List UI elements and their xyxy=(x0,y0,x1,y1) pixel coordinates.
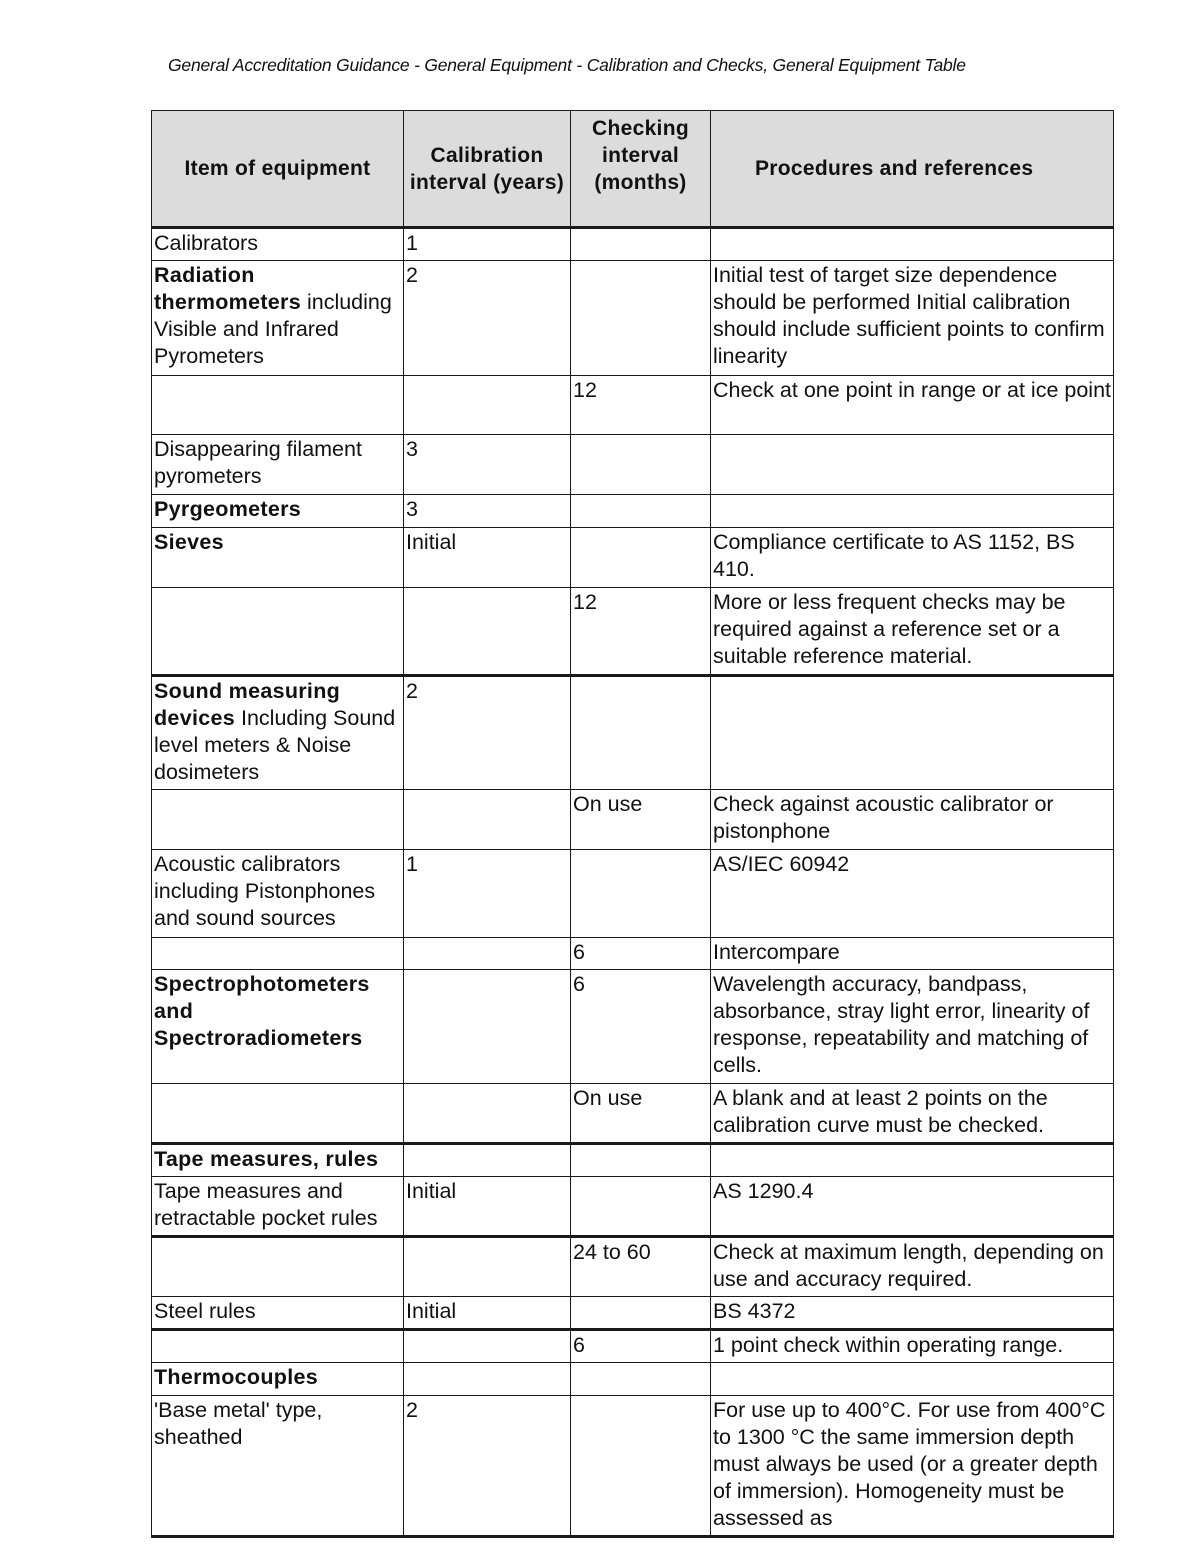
cell-checking xyxy=(571,261,711,376)
cell-checking: 24 to 60 xyxy=(571,1237,711,1297)
cell-procedures: 1 point check within operating range. xyxy=(711,1330,1114,1363)
cell-item xyxy=(152,1084,404,1144)
table-row xyxy=(152,1330,1114,1363)
cell-checking xyxy=(571,528,711,588)
cell-checking: 6 xyxy=(571,970,711,1084)
table-row xyxy=(152,528,1114,588)
cell-item: Acoustic calibrators including Pistonphones and sound sources xyxy=(152,850,404,938)
cell-item: 'Base metal' type, sheathed xyxy=(152,1396,404,1537)
cell-item: Pyrgeometers xyxy=(152,495,404,528)
cell-item: Sound measuring devices Including Sound level meters & Noise dosimeters xyxy=(152,676,404,790)
table-row xyxy=(152,495,1114,528)
cell-checking: 12 xyxy=(571,376,711,435)
table-row xyxy=(152,790,1114,850)
cell-procedures: Check at one point in range or at ice point xyxy=(711,376,1114,435)
table-row xyxy=(152,435,1114,495)
cell-checking xyxy=(571,1363,711,1396)
cell-checking xyxy=(571,676,711,790)
table-header-row xyxy=(152,111,1114,228)
cell-item xyxy=(152,588,404,676)
cell-checking xyxy=(571,435,711,495)
cell-checking: On use xyxy=(571,790,711,850)
cell-checking xyxy=(571,1144,711,1177)
table-body xyxy=(152,228,1114,1537)
cell-item: Tape measures and retractable pocket rules xyxy=(152,1177,404,1237)
table-row xyxy=(152,1396,1114,1537)
table-row xyxy=(152,1297,1114,1330)
column-header-item: Item of equipment xyxy=(152,111,404,228)
table-row xyxy=(152,676,1114,790)
cell-procedures: AS 1290.4 xyxy=(711,1177,1114,1237)
cell-checking: On use xyxy=(571,1084,711,1144)
cell-procedures: BS 4372 xyxy=(711,1297,1114,1330)
cell-item: Thermocouples xyxy=(152,1363,404,1396)
cell-checking: 12 xyxy=(571,588,711,676)
cell-procedures: Initial test of target size dependence should be performed Initial calibration should include sufficient points to confirm linearity xyxy=(711,261,1114,376)
cell-item xyxy=(152,938,404,970)
table-row xyxy=(152,970,1114,1084)
cell-checking xyxy=(571,1177,711,1237)
column-header-calibration: Calibration interval (years) xyxy=(404,111,571,228)
cell-procedures: Check at maximum length, depending on use and accuracy required. xyxy=(711,1237,1114,1297)
cell-procedures: AS/IEC 60942 xyxy=(711,850,1114,938)
cell-calibration xyxy=(404,1237,571,1297)
cell-checking: 6 xyxy=(571,1330,711,1363)
cell-procedures: Check against acoustic calibrator or pistonphone xyxy=(711,790,1114,850)
cell-calibration: Initial xyxy=(404,1177,571,1237)
table-row xyxy=(152,938,1114,970)
cell-item: Radiation thermometers including Visible and Infrared Pyrometers xyxy=(152,261,404,376)
cell-calibration xyxy=(404,588,571,676)
cell-calibration xyxy=(404,790,571,850)
cell-item xyxy=(152,1330,404,1363)
table-row xyxy=(152,1177,1114,1237)
table-row xyxy=(152,1237,1114,1297)
cell-procedures: A blank and at least 2 points on the calibration curve must be checked. xyxy=(711,1084,1114,1144)
cell-calibration: Initial xyxy=(404,528,571,588)
cell-procedures xyxy=(711,676,1114,790)
column-header-procedures: Procedures and references xyxy=(711,111,1114,228)
cell-checking xyxy=(571,850,711,938)
cell-checking xyxy=(571,1297,711,1330)
cell-calibration: 1 xyxy=(404,228,571,261)
cell-calibration xyxy=(404,1330,571,1363)
cell-item xyxy=(152,376,404,435)
cell-calibration: 2 xyxy=(404,676,571,790)
table-row xyxy=(152,1144,1114,1177)
table-row xyxy=(152,376,1114,435)
cell-procedures xyxy=(711,228,1114,261)
cell-item: Tape measures, rules xyxy=(152,1144,404,1177)
cell-calibration xyxy=(404,970,571,1084)
page-header: General Accreditation Guidance - General Equipment - Calibration and Checks, General Equipment Table xyxy=(168,55,966,75)
cell-calibration xyxy=(404,1084,571,1144)
cell-procedures: More or less frequent checks may be required against a reference set or a suitable reference material. xyxy=(711,588,1114,676)
cell-calibration xyxy=(404,938,571,970)
cell-procedures: Compliance certificate to AS 1152, BS 410. xyxy=(711,528,1114,588)
cell-item: Sieves xyxy=(152,528,404,588)
cell-calibration: 3 xyxy=(404,495,571,528)
table-row xyxy=(152,588,1114,676)
cell-calibration: 2 xyxy=(404,261,571,376)
cell-procedures: Intercompare xyxy=(711,938,1114,970)
table-row xyxy=(152,261,1114,376)
cell-checking: 6 xyxy=(571,938,711,970)
cell-calibration: 3 xyxy=(404,435,571,495)
table-row xyxy=(152,1084,1114,1144)
column-header-checking: Checking interval (months) xyxy=(571,111,711,228)
table-row xyxy=(152,228,1114,261)
cell-item xyxy=(152,1237,404,1297)
cell-item: Spectrophotometers and Spectroradiometers xyxy=(152,970,404,1084)
cell-item: Calibrators xyxy=(152,228,404,261)
cell-item: Steel rules xyxy=(152,1297,404,1330)
cell-calibration xyxy=(404,1363,571,1396)
cell-calibration: 1 xyxy=(404,850,571,938)
cell-procedures xyxy=(711,435,1114,495)
cell-checking xyxy=(571,228,711,261)
cell-procedures: Wavelength accuracy, bandpass, absorbance, stray light error, linearity of response, repeatability and matching of cells. xyxy=(711,970,1114,1084)
cell-calibration xyxy=(404,376,571,435)
table-row xyxy=(152,1363,1114,1396)
cell-checking xyxy=(571,1396,711,1537)
cell-procedures: For use up to 400°C. For use from 400°C to 1300 °C the same immersion depth must always be used (or a greater depth of immersion). Homogeneity must be assessed as xyxy=(711,1396,1114,1537)
cell-calibration: 2 xyxy=(404,1396,571,1537)
cell-item xyxy=(152,790,404,850)
equipment-table xyxy=(151,110,1114,1538)
cell-item: Disappearing filament pyrometers xyxy=(152,435,404,495)
cell-procedures xyxy=(711,495,1114,528)
table-row xyxy=(152,850,1114,938)
cell-procedures xyxy=(711,1363,1114,1396)
cell-calibration xyxy=(404,1144,571,1177)
cell-procedures xyxy=(711,1144,1114,1177)
cell-calibration: Initial xyxy=(404,1297,571,1330)
cell-checking xyxy=(571,495,711,528)
